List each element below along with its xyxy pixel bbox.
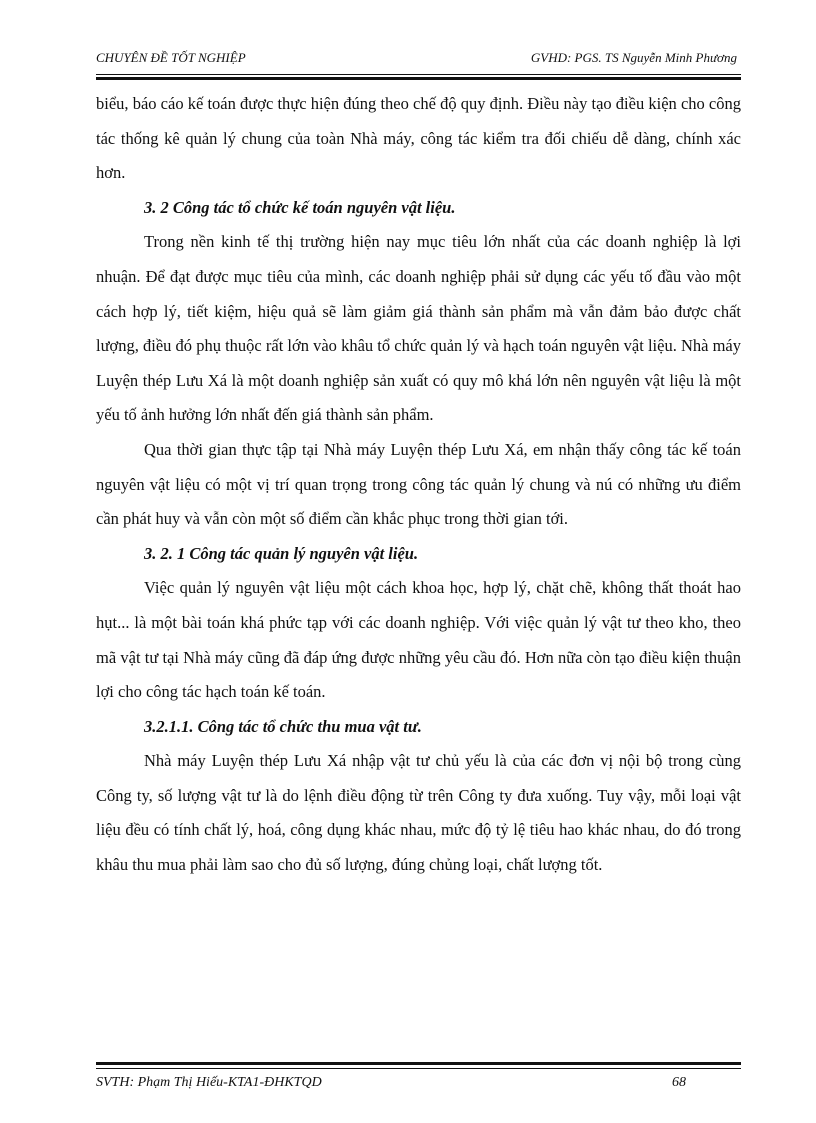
document-body bbox=[96, 87, 741, 883]
paragraph: Trong nền kinh tế thị trường hiện nay mục tiêu lớn nhất của các doanh nghiệp là lợi nhuận. Để đạt được mục tiêu của mình, các doanh nghiệp phải sử dụng các yếu tố đầu vào một cách hợp lý, tiết kiệm, hiệu quả sẽ làm giảm giá thành sản phẩm mà vẫn đảm bảo được chất lượng, điều đó phụ thuộc rất lớn vào khâu tổ chức quản lý và hạch toán nguyên vật liệu. Nhà máy Luyện thép Lưu Xá là một doanh nghiệp sản xuất có quy mô khá lớn nên nguyên vật liệu là một yếu tố ảnh hưởng lớn nhất đến giá thành sản phẩm. bbox=[96, 232, 741, 425]
paragraph: Qua thời gian thực tập tại Nhà máy Luyện thép Lưu Xá, em nhận thấy công tác kế toán nguyên vật liệu có một vị trí quan trọng trong công tác quản lý chung và nú có những ưu điểm cần phát huy và vẫn còn một số điểm cần khắc phục trong thời gian tới. bbox=[96, 439, 741, 529]
page-header bbox=[96, 50, 741, 72]
footer-student: SVTH: Phạm Thị Hiếu-KTA1-ĐHKTQD bbox=[96, 1075, 322, 1090]
footer-divider-thin bbox=[96, 1068, 741, 1069]
page-number: 68 bbox=[672, 1075, 686, 1090]
paragraph: Nhà máy Luyện thép Lưu Xá nhập vật tư chủ yếu là của các đơn vị nội bộ trong cùng Công ty, số lượng vật tư là do lệnh điều động từ trên Công ty đưa xuống. Tuy vậy, mỗi loại vật liệu đều có tính chất lý, hoá, công dụng khác nhau, mức độ tỷ lệ tiêu hao khác nhau, do đó trong khâu thu mua phải làm sao cho đủ số lượng, đúng chủng loại, chất lượng tốt. bbox=[96, 751, 741, 875]
section-heading: 3. 2 Công tác tổ chức kế toán nguyên vật liệu. bbox=[144, 197, 456, 217]
subsection-heading: 3. 2. 1 Công tác quản lý nguyên vật liệu. bbox=[144, 543, 419, 563]
paragraph: biểu, báo cáo kế toán được thực hiện đúng theo chế độ quy định. Điều này tạo điều kiện cho công tác thống kê quản lý chung của toàn Nhà máy, công tác kiểm tra đối chiếu dễ dàng, chính xác hơn. bbox=[96, 94, 741, 183]
header-divider-thick bbox=[96, 77, 741, 80]
paragraph: Việc quản lý nguyên vật liệu một cách khoa học, hợp lý, chặt chẽ, không thất thoát hao hụt... là một bài toán khá phức tạp với các doanh nghiệp. Với việc quản lý vật tư theo kho, theo mã vật tư tại Nhà máy cũng đã đáp ứng được những yêu cầu đó. Hơn nữa còn tạo điều kiện thuận lợi cho công tác hạch toán kế toán. bbox=[96, 578, 741, 702]
subsubsection-heading: 3.2.1.1. Công tác tổ chức thu mua vật tư. bbox=[144, 716, 422, 736]
page-footer bbox=[96, 1075, 741, 1097]
header-title: CHUYÊN ĐỀ TỐT NGHIỆP bbox=[96, 50, 246, 65]
footer-divider-thick bbox=[96, 1062, 741, 1065]
header-divider-thin bbox=[96, 74, 741, 75]
header-advisor: GVHD: PGS. TS Nguyễn Minh Phương bbox=[530, 50, 737, 65]
